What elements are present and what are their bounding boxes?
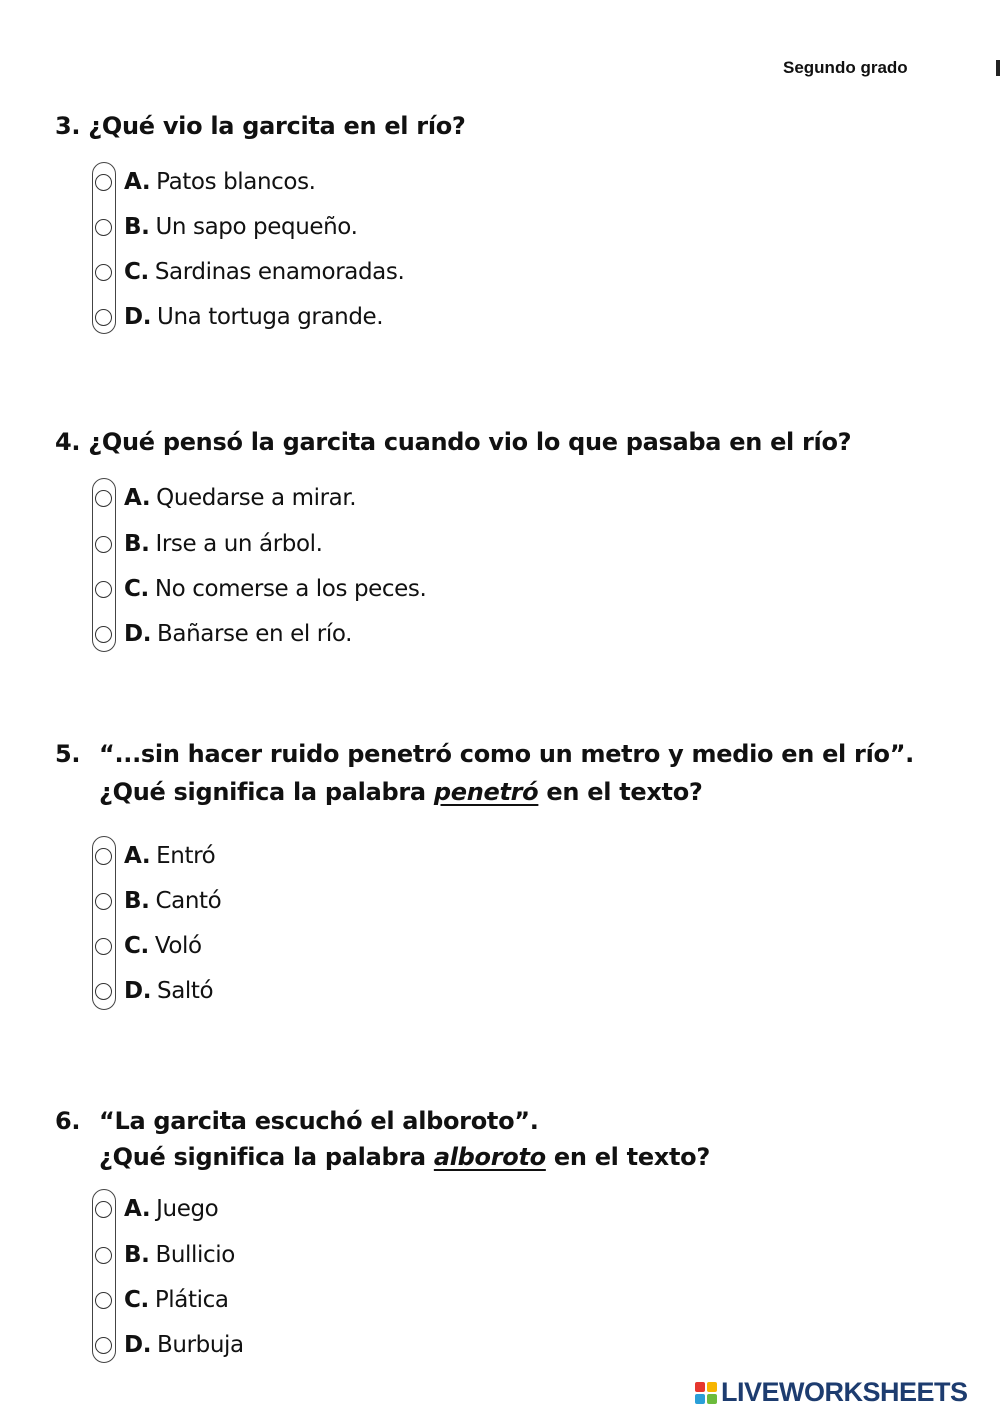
option-letter: C. (124, 259, 149, 285)
option-q3-c[interactable] (95, 257, 404, 287)
question-text: “...sin hacer ruido penetró como un metro y medio en el río”. (99, 740, 914, 768)
option-q3-d[interactable] (95, 302, 383, 332)
radio-button[interactable] (95, 626, 112, 643)
question-number: 6. (55, 1107, 81, 1135)
question-number: 5. (55, 740, 81, 768)
question-4-prompt (55, 428, 851, 456)
option-q5-a[interactable] (95, 841, 215, 871)
option-letter: C. (124, 1287, 149, 1313)
radio-button[interactable] (95, 983, 112, 1000)
option-q4-b[interactable] (95, 529, 323, 559)
option-letter: B. (124, 888, 150, 914)
question-6-subprompt (99, 1143, 710, 1171)
radio-button[interactable] (95, 264, 112, 281)
option-letter: C. (124, 933, 149, 959)
option-q6-c[interactable] (95, 1285, 229, 1315)
question-text: ¿Qué pensó la garcita cuando vio lo que pasaba en el río? (88, 428, 852, 456)
page-edge-mark (996, 60, 1000, 76)
radio-button[interactable] (95, 938, 112, 955)
option-letter: C. (124, 576, 149, 602)
option-letter: B. (124, 1242, 150, 1268)
radio-button[interactable] (95, 309, 112, 326)
option-q6-b[interactable] (95, 1240, 235, 1270)
radio-button[interactable] (95, 1201, 112, 1218)
liveworksheets-logo-icon (695, 1382, 717, 1404)
option-q4-c[interactable] (95, 574, 426, 604)
option-q5-d[interactable] (95, 976, 213, 1006)
question-text-end: en el texto? (538, 778, 703, 806)
question-text-end: en el texto? (545, 1143, 710, 1171)
option-text: Sardinas enamoradas. (154, 259, 405, 285)
radio-button[interactable] (95, 174, 112, 191)
option-letter: D. (124, 621, 152, 647)
liveworksheets-brand (695, 1377, 968, 1408)
option-letter: A. (124, 169, 151, 195)
option-text: Irse a un árbol. (155, 531, 323, 557)
option-letter: D. (124, 1332, 152, 1358)
radio-button[interactable] (95, 536, 112, 553)
radio-button[interactable] (95, 581, 112, 598)
question-text: “La garcita escuchó el alboroto”. (99, 1107, 539, 1135)
option-text: Entró (156, 843, 216, 869)
option-letter: A. (124, 843, 151, 869)
question-number: 4. (55, 428, 81, 456)
radio-button[interactable] (95, 1337, 112, 1354)
question-text: ¿Qué vio la garcita en el río? (88, 112, 466, 140)
radio-button[interactable] (95, 1292, 112, 1309)
radio-button[interactable] (95, 490, 112, 507)
option-q5-c[interactable] (95, 931, 202, 961)
radio-button[interactable] (95, 848, 112, 865)
option-q6-d[interactable] (95, 1330, 244, 1360)
question-5-subprompt (99, 778, 703, 806)
question-6-prompt (55, 1107, 539, 1135)
key-word: penetró (433, 778, 539, 806)
option-letter: B. (124, 214, 150, 240)
option-text: Una tortuga grande. (157, 304, 384, 330)
option-text: Bullicio (155, 1242, 235, 1268)
option-letter: B. (124, 531, 150, 557)
option-q4-a[interactable] (95, 483, 356, 513)
key-word: alboroto (433, 1143, 546, 1171)
grade-label: Segundo grado (783, 58, 908, 77)
question-text-start: ¿Qué significa la palabra (99, 778, 434, 806)
option-q3-a[interactable] (95, 167, 316, 197)
option-text: Cantó (155, 888, 222, 914)
option-q5-b[interactable] (95, 886, 221, 916)
question-3-prompt (55, 112, 466, 140)
option-text: Burbuja (157, 1332, 244, 1358)
option-q3-b[interactable] (95, 212, 357, 242)
option-letter: D. (124, 978, 152, 1004)
radio-button[interactable] (95, 893, 112, 910)
option-q4-d[interactable] (95, 619, 352, 649)
brand-name: LIVEWORKSHEETS (721, 1377, 968, 1407)
option-text: Plática (154, 1287, 229, 1313)
option-letter: D. (124, 304, 152, 330)
radio-button[interactable] (95, 219, 112, 236)
logo-square (695, 1382, 705, 1392)
logo-square (707, 1394, 717, 1404)
option-text: Voló (154, 933, 202, 959)
option-text: Quedarse a mirar. (156, 485, 357, 511)
logo-square (695, 1394, 705, 1404)
option-text: Patos blancos. (156, 169, 316, 195)
option-text: No comerse a los peces. (154, 576, 427, 602)
question-text-start: ¿Qué significa la palabra (99, 1143, 434, 1171)
option-text: Un sapo pequeño. (155, 214, 358, 240)
option-text: Saltó (157, 978, 214, 1004)
question-5-prompt (55, 740, 914, 768)
option-letter: A. (124, 1196, 151, 1222)
option-text: Juego (156, 1196, 219, 1222)
logo-square (707, 1382, 717, 1392)
question-number: 3. (55, 112, 81, 140)
option-letter: A. (124, 485, 151, 511)
option-q6-a[interactable] (95, 1194, 218, 1224)
option-text: Bañarse en el río. (157, 621, 352, 647)
radio-button[interactable] (95, 1247, 112, 1264)
